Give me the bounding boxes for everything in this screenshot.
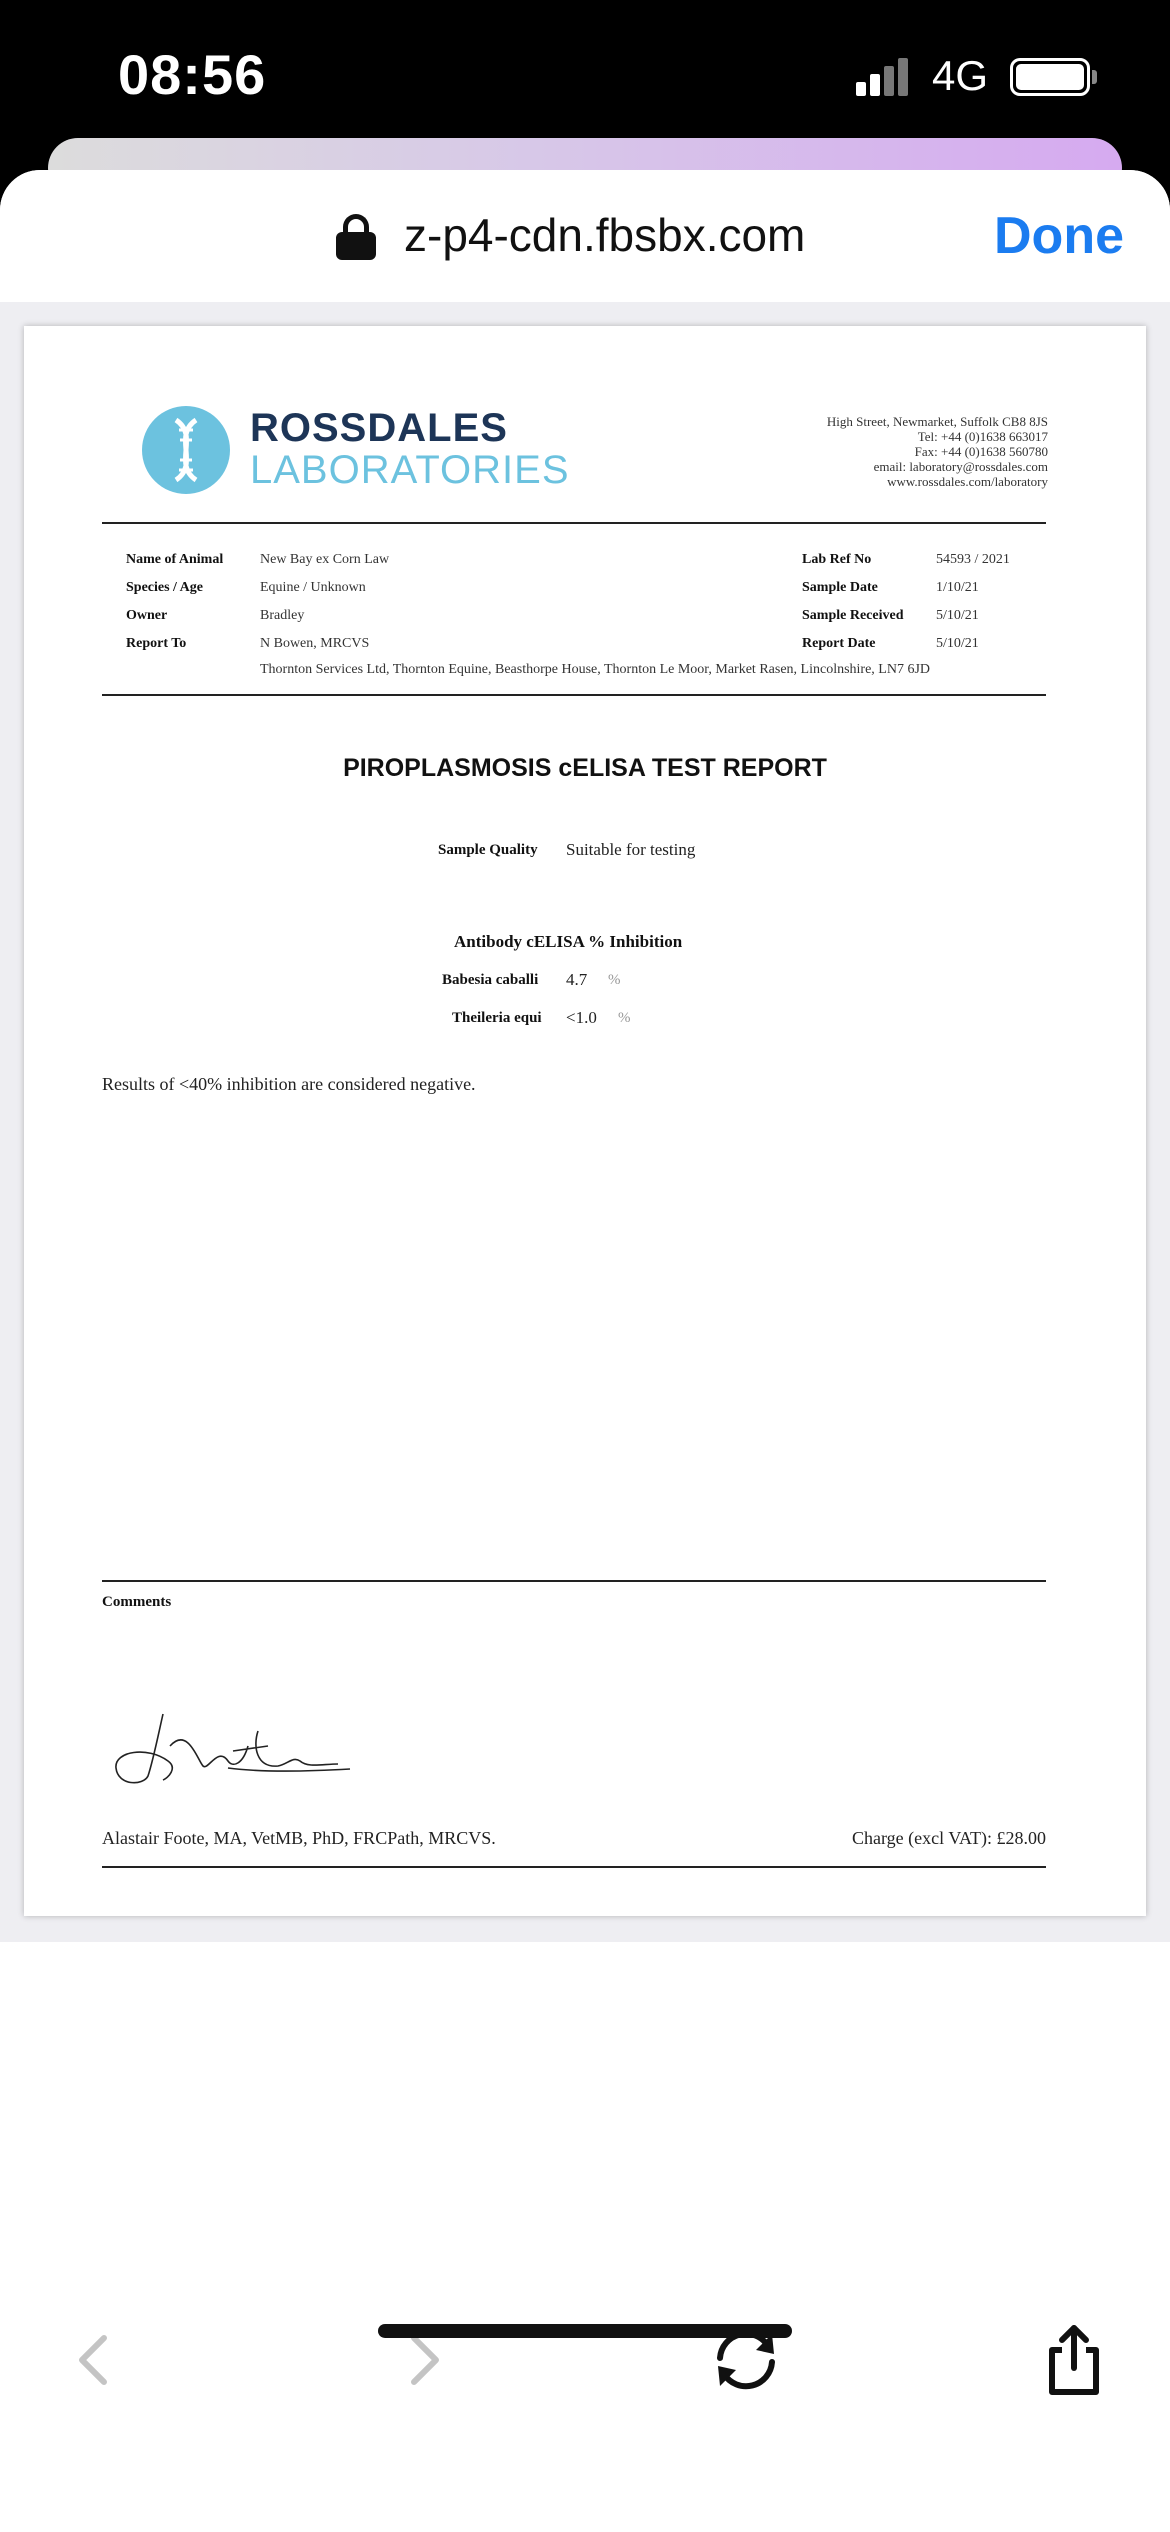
lab-ref-value: 54593 / 2021 (936, 552, 1010, 567)
report-to-value: N Bowen, MRCVS (260, 636, 370, 651)
owner-value: Bradley (260, 608, 305, 623)
logo-text-rossdales: ROSSDALES (250, 406, 508, 450)
report-to-label: Report To (126, 636, 187, 651)
home-indicator[interactable] (378, 2324, 792, 2338)
lab-ref-label: Lab Ref No (802, 552, 872, 567)
report-title: PIROPLASMOSIS cELISA TEST REPORT (343, 754, 827, 782)
back-icon[interactable] (54, 2320, 134, 2400)
result-value: <1.0 (566, 1008, 597, 1027)
results-heading: Antibody cELISA % Inhibition (454, 932, 683, 951)
status-time: 08:56 (118, 43, 267, 106)
result-label: Theileria equi (452, 1010, 542, 1026)
species-age-label: Species / Age (126, 580, 203, 595)
battery-icon (1010, 58, 1090, 96)
signature-image (108, 1706, 358, 1796)
report-to-address: Thornton Services Ltd, Thornton Equine, Beasthorpe House, Thornton Le Moor, Market Rasen, Lincolnshire, LN7 6JD (260, 662, 931, 677)
divider-comments (102, 1580, 1046, 1582)
result-value: 4.7 (566, 970, 588, 989)
divider-bottom (102, 1866, 1046, 1868)
share-icon[interactable] (1034, 2320, 1114, 2400)
browser-toolbar (0, 2320, 1170, 2440)
comments-label: Comments (102, 1594, 172, 1610)
address-line: High Street, Newmarket, Suffolk CB8 8JS (826, 414, 1048, 429)
lock-icon (336, 214, 376, 260)
report-date-value: 5/10/21 (936, 636, 979, 651)
sample-received-label: Sample Received (802, 608, 904, 623)
result-label: Babesia caballi (442, 972, 539, 988)
interpretation-note: Results of <40% inhibition are considered negative. (102, 1074, 476, 1094)
result-unit: % (608, 972, 621, 988)
result-unit: % (618, 1010, 631, 1026)
sample-received-value: 5/10/21 (936, 608, 979, 623)
browser-nav-bar (0, 170, 1170, 302)
report-date-label: Report Date (802, 636, 876, 651)
species-age-value: Equine / Unknown (260, 580, 366, 595)
charge-amount: Charge (excl VAT): £28.00 (852, 1828, 1046, 1848)
signer-name: Alastair Foote, MA, VetMB, PhD, FRCPath, MRCVS. (102, 1828, 496, 1848)
logo-text-laboratories: LABORATORIES (250, 448, 570, 492)
name-of-animal-label: Name of Animal (126, 552, 224, 567)
address-web: www.rossdales.com/laboratory (887, 474, 1048, 489)
sample-quality-label: Sample Quality (438, 842, 538, 858)
lab-address (827, 414, 1048, 489)
sample-quality-value: Suitable for testing (566, 840, 696, 859)
sample-date-value: 1/10/21 (936, 580, 979, 595)
dna-logo-icon (142, 406, 230, 494)
document-viewer[interactable] (0, 302, 1170, 1942)
name-of-animal-value: New Bay ex Corn Law (260, 552, 390, 567)
status-bar (0, 0, 1170, 150)
done-button[interactable]: Done (994, 207, 1124, 265)
divider-top (102, 522, 1046, 524)
report-page (24, 326, 1146, 1916)
address-tel: Tel: +44 (0)1638 663017 (917, 429, 1048, 444)
url-label: z-p4-cdn.fbsbx.com (404, 209, 806, 261)
sample-date-label: Sample Date (802, 580, 878, 595)
owner-label: Owner (126, 608, 168, 623)
address-fax: Fax: +44 (0)1638 560780 (914, 444, 1048, 459)
network-type: 4G (932, 52, 989, 99)
signal-strength-icon (856, 58, 916, 96)
in-app-browser (0, 170, 1170, 2532)
address-email: email: laboratory@rossdales.com (873, 459, 1048, 474)
divider-info (102, 694, 1046, 696)
battery-tip (1092, 70, 1097, 84)
